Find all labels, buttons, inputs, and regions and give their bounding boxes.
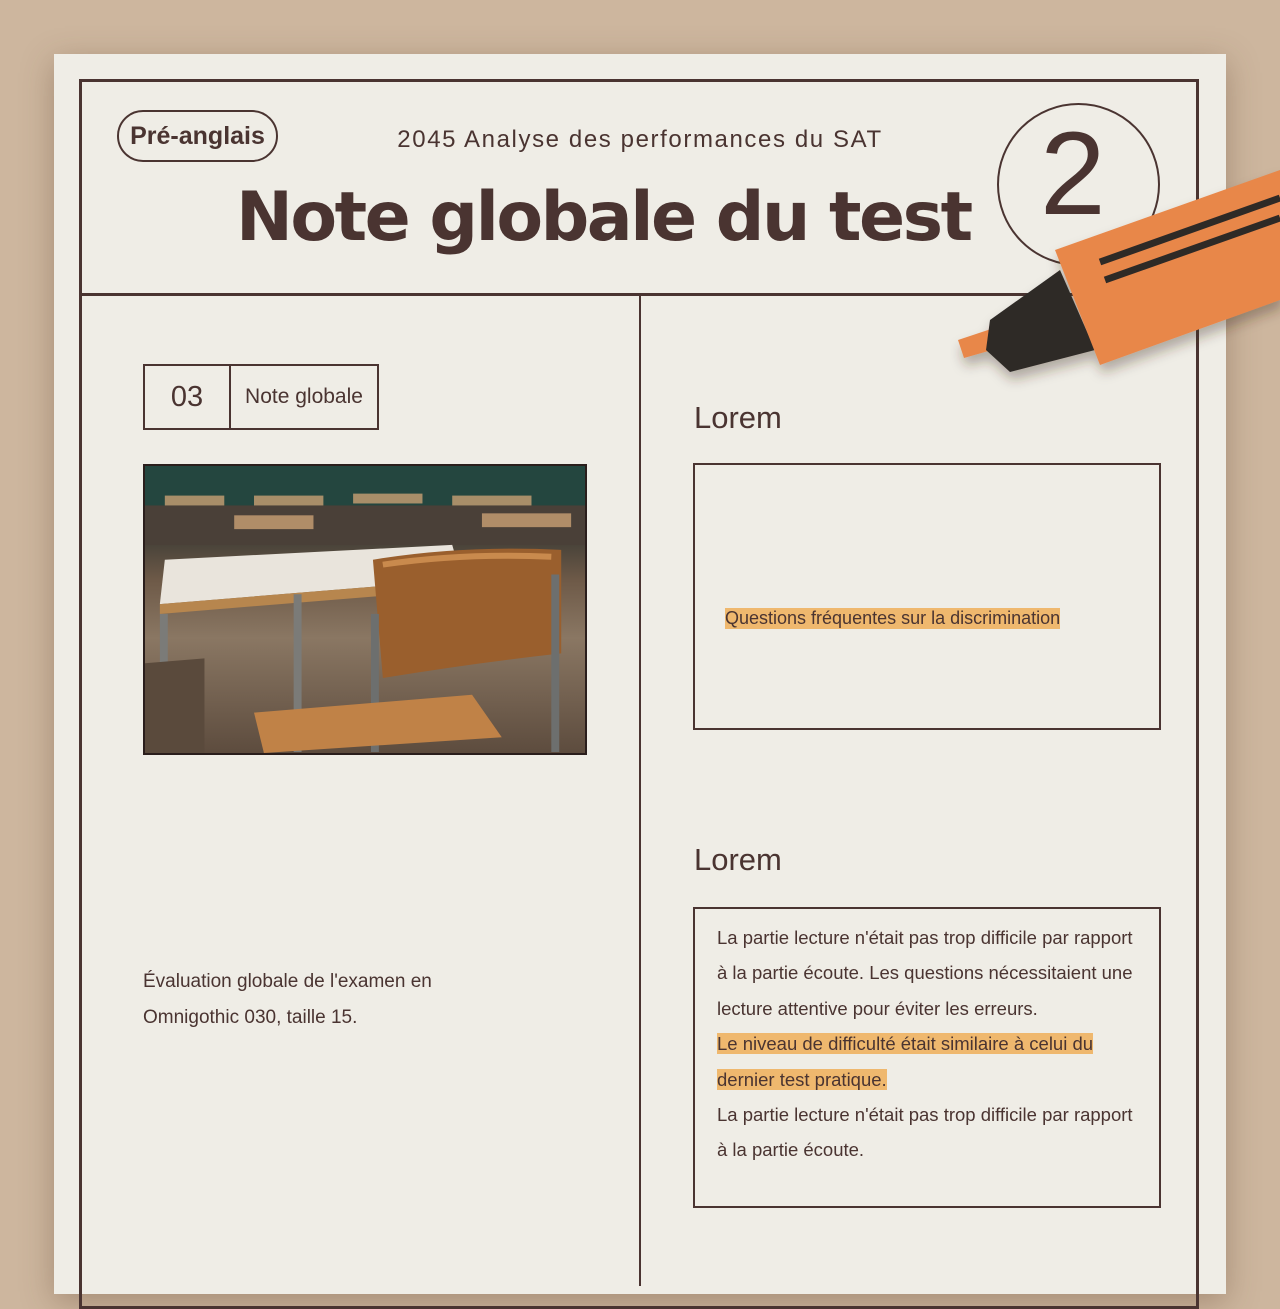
category-tag: Pré-anglais xyxy=(117,110,278,162)
page-number: 2 xyxy=(1040,108,1106,240)
section-label: Note globale xyxy=(245,385,363,408)
block2-box xyxy=(693,907,1161,1208)
block1-box xyxy=(693,463,1161,730)
block2-highlight: Le niveau de difficulté était similaire à celui du dernier test pratique. xyxy=(717,1033,1094,1090)
section-number: 03 xyxy=(145,366,231,428)
block1-highlight: Questions fréquentes sur la discrimination xyxy=(725,608,1061,628)
block2-paragraph-1: La partie lecture n'était pas trop difficile par rapport à la partie écoute. Les questions nécessitaient une lecture attentive pour éviter les erreurs. xyxy=(717,927,1133,1019)
highlighter-marker-icon xyxy=(950,150,1280,410)
block2-heading: Lorem xyxy=(694,842,782,877)
page-subtitle: 2045 Analyse des performances du SAT xyxy=(397,126,883,153)
block1-heading: Lorem xyxy=(694,400,782,435)
block2-paragraph-2: La partie lecture n'était pas trop difficile par rapport à la partie écoute. xyxy=(717,1104,1133,1161)
classroom-photo xyxy=(143,464,587,755)
column-divider xyxy=(639,296,641,1286)
left-description: Évaluation globale de l'examen en Omnigothic 030, taille 15. xyxy=(143,971,432,1028)
section-label-box xyxy=(143,364,379,430)
page-title: Note globale du test xyxy=(236,178,971,257)
